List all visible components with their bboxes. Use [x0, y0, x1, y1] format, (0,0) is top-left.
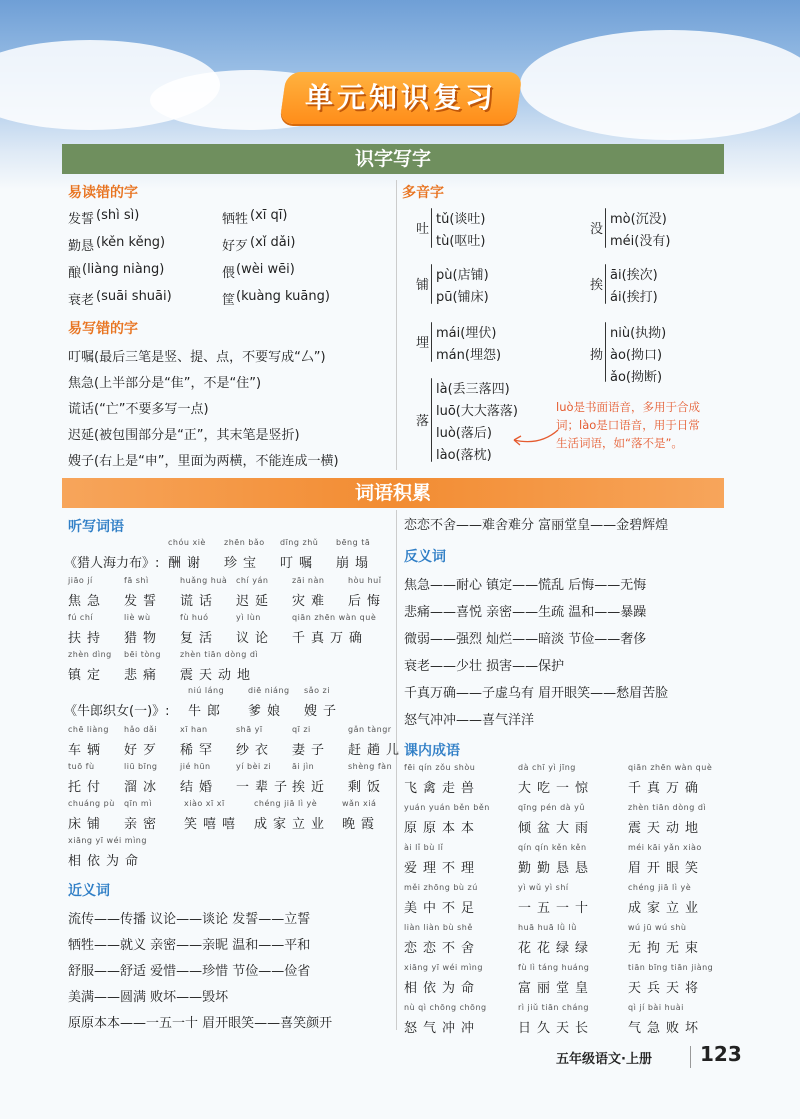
vocab-word: 亲密: [124, 817, 163, 832]
pinyin-label: hòu huǐ: [348, 576, 382, 585]
vocab-word: 焦急: [68, 594, 107, 609]
vocab-word: 谎话: [180, 594, 219, 609]
pinyin-label: wǎn xiá: [342, 799, 377, 808]
easy-read-word: 发誓: [68, 212, 95, 227]
pinyin-label: qiān zhēn wàn què: [292, 613, 377, 622]
dictation-title: 听写词语: [68, 519, 124, 535]
page-number: 123: [700, 1042, 742, 1066]
easy-read-pinyin: (xī qī): [250, 208, 288, 223]
vocab-word: 扶持: [68, 631, 107, 646]
vocab-word: 发誓: [124, 594, 163, 609]
vocab-word: 镇定: [68, 668, 107, 683]
antonym-title: 反义词: [404, 549, 446, 565]
idiom-title: 课内成语: [404, 743, 460, 759]
vocab-word: 爹娘: [248, 704, 287, 719]
vocab-word: 成家立业: [254, 817, 331, 832]
pinyin-label: bēi tòng: [124, 650, 161, 659]
idiom-word: 爱理不理: [404, 861, 481, 876]
antonym-row: 千真万确——子虚乌有 眉开眼笑——愁眉苦脸: [404, 686, 669, 701]
polyphone-reading: niù(执拗): [610, 326, 667, 341]
pinyin-label: fā shì: [124, 576, 149, 585]
easy-read-word: 衰老: [68, 293, 95, 308]
pinyin-label: diē niáng: [248, 686, 290, 695]
polyphone-char: 铺: [416, 278, 430, 293]
pinyin-label: dīng zhǔ: [280, 538, 319, 547]
polyphone-reading: mò(沉没): [610, 212, 667, 227]
vocab-word: 赶趟儿: [348, 743, 406, 758]
pinyin-label: qiān zhēn wàn què: [628, 763, 713, 772]
vocab-word: 复活: [180, 631, 219, 646]
polyphone-reading: ǎo(拗断): [610, 370, 663, 385]
brace: [431, 322, 432, 362]
vocab-word: 震天动地: [180, 668, 257, 683]
pinyin-label: bēng tā: [336, 538, 371, 547]
antonym-row: 衰老——少壮 损害——保护: [404, 659, 565, 674]
vocab-word: 床铺: [68, 817, 107, 832]
pinyin-label: chóu xiè: [168, 538, 206, 547]
brace: [431, 208, 432, 248]
pinyin-label: qī zi: [292, 725, 311, 734]
vocab-word: 灾难: [292, 594, 331, 609]
column-divider: [396, 180, 397, 470]
polyphone-reading: āi(挨次): [610, 268, 658, 283]
pinyin-label: liè wù: [124, 613, 151, 622]
easy-write-title: 易写错的字: [68, 321, 138, 337]
idiom-word: 相依为命: [404, 981, 481, 996]
brace: [605, 264, 606, 304]
pinyin-label: tuō fù: [68, 762, 95, 771]
pinyin-label: qīng pén dà yǔ: [518, 803, 585, 812]
easy-read-pinyin: (kuàng kuāng): [236, 289, 330, 304]
easy-read-pinyin: (liàng niàng): [82, 262, 165, 277]
pinyin-label: měi zhōng bù zú: [404, 883, 478, 892]
polyphone-reading: tǔ(谈吐): [436, 212, 486, 227]
pinyin-label: liū bīng: [124, 762, 158, 771]
antonym-row: 焦急——耐心 镇定——慌乱 后悔——无悔: [404, 578, 647, 593]
pinyin-label: sǎo zi: [304, 686, 330, 695]
pinyin-label: yí bèi zi: [236, 762, 272, 771]
vocab-word: 车辆: [68, 743, 107, 758]
polyphone-reading: là(丢三落四): [436, 382, 510, 397]
pinyin-label: xiāng yī wéi mìng: [404, 963, 483, 972]
idiom-word: 千真万确: [628, 781, 705, 796]
vocab-word: 相依为命: [68, 854, 145, 869]
idiom-word: 恋恋不舍: [404, 941, 481, 956]
idiom-word: 怒气冲冲: [404, 1021, 481, 1036]
idiom-word: 富丽堂皇: [518, 981, 595, 996]
vocab-word: 悲痛: [124, 668, 163, 683]
page-title: 单元知识复习: [304, 81, 497, 114]
pinyin-label: fú chí: [68, 613, 94, 622]
arrow-icon: [510, 420, 560, 450]
vocab-word: 溜冰: [124, 780, 163, 795]
pinyin-label: huā huā lǜ lǜ: [518, 923, 577, 932]
pinyin-label: qì jí bài huài: [628, 1003, 684, 1012]
book-label: 五年级语文·上册: [556, 1052, 652, 1067]
vocab-word: 挨近: [292, 780, 331, 795]
pinyin-label: jiāo jí: [68, 576, 93, 585]
easy-read-word: 勤恳: [68, 239, 95, 254]
polyphone-reading: méi(没有): [610, 234, 671, 249]
vocab-word: 剩饭: [348, 780, 387, 795]
idiom-word: 花花绿绿: [518, 941, 595, 956]
easy-read-pinyin: (suāi shuāi): [96, 289, 172, 304]
polyphone-char: 没: [590, 222, 604, 237]
polyphone-char: 落: [416, 414, 430, 429]
idiom-word: 无拘无束: [628, 941, 705, 956]
pinyin-label: zhēn bǎo: [224, 538, 265, 547]
polyphone-char: 挨: [590, 278, 604, 293]
vocab-word: 纱衣: [236, 743, 275, 758]
pinyin-label: xiāng yī wéi mìng: [68, 836, 147, 845]
idiom-word: 气急败坏: [628, 1021, 705, 1036]
easy-write-item: 嫂子(右上是“申”，里面为两横，不能连成一横): [68, 454, 339, 469]
pinyin-label: wú jū wú shù: [628, 923, 687, 932]
polyphone-reading: tù(呕吐): [436, 234, 486, 249]
pinyin-label: chéng jiā lì yè: [254, 799, 318, 808]
idiom-word: 震天动地: [628, 821, 705, 836]
pinyin-label: āi jìn: [292, 762, 315, 771]
idiom-word: 勤勤恳恳: [518, 861, 595, 876]
synonym-row: 舒服——舒适 爱惜——珍惜 节俭——俭省: [68, 964, 311, 979]
pinyin-label: qín qín kěn kěn: [518, 843, 587, 852]
lesson-title: 《猎人海力布》:: [64, 556, 160, 571]
easy-read-pinyin: (wèi wēi): [236, 262, 295, 277]
idiom-word: 天兵天将: [628, 981, 705, 996]
pinyin-label: xī han: [180, 725, 208, 734]
polyphone-reading: pù(店铺): [436, 268, 489, 283]
vocab-word: 一辈子: [236, 780, 294, 795]
pinyin-label: méi kāi yǎn xiào: [628, 843, 702, 852]
polyphone-title: 多音字: [402, 185, 444, 201]
pinyin-label: niú láng: [188, 686, 225, 695]
easy-write-item: 叮嘱(最后三笔是竖、提、点，不要写成“厶”): [68, 350, 326, 365]
pinyin-label: rì jiǔ tiān cháng: [518, 1003, 590, 1012]
idiom-word: 倾盆大雨: [518, 821, 595, 836]
easy-write-item: 迟延(被包围部分是“正”，其末笔是竖折): [68, 428, 300, 443]
idiom-word: 大吃一惊: [518, 781, 595, 796]
idiom-word: 飞禽走兽: [404, 781, 481, 796]
section-heading-literacy: 识字写字: [62, 144, 724, 174]
vocab-word: 千真万确: [292, 631, 369, 646]
pinyin-label: jié hūn: [180, 762, 211, 771]
vocab-word: 酬谢: [168, 556, 207, 571]
polyphone-reading: luō(大大落落): [436, 404, 518, 419]
vocab-word: 笑嘻嘻: [184, 817, 242, 832]
vocab-word: 后悔: [348, 594, 387, 609]
pinyin-label: chuáng pù: [68, 799, 115, 808]
lesson-title: 《牛郎织女(一)》:: [64, 704, 170, 719]
pinyin-label: fù huó: [180, 613, 209, 622]
synonym-row: 美满——圆满 败坏——毁坏: [68, 990, 229, 1005]
easy-read-word: 偎: [222, 266, 236, 281]
vocab-word: 叮嘱: [280, 556, 319, 571]
pinyin-label: chéng jiā lì yè: [628, 883, 692, 892]
vocab-word: 嫂子: [304, 704, 343, 719]
polyphone-reading: ào(拗口): [610, 348, 663, 363]
easy-read-pinyin: (shì sì): [96, 208, 140, 223]
pinyin-label: chí yán: [236, 576, 269, 585]
synonym-title: 近义词: [68, 883, 110, 899]
pinyin-label: zhèn dìng: [68, 650, 112, 659]
easy-write-item: 焦急(上半部分是“隹”，不是“住”): [68, 376, 262, 391]
polyphone-reading: luò(落后): [436, 426, 492, 441]
polyphone-char: 拗: [590, 348, 604, 363]
pinyin-label: zāi nàn: [292, 576, 325, 585]
pinyin-label: fù lì táng huáng: [518, 963, 590, 972]
pinyin-label: nù qì chōng chōng: [404, 1003, 487, 1012]
antonym-row: 微弱——强烈 灿烂——暗淡 节俭——奢侈: [404, 632, 647, 647]
polyphone-char: 吐: [416, 222, 430, 237]
easy-read-pinyin: (xǐ dǎi): [250, 235, 296, 250]
pinyin-label: qīn mì: [124, 799, 152, 808]
polyphone-reading: mái(埋伏): [436, 326, 497, 341]
vocab-word: 珍宝: [224, 556, 263, 571]
idiom-word: 眉开眼笑: [628, 861, 705, 876]
section-heading-vocabulary: 词语积累: [62, 478, 724, 508]
brace: [431, 264, 432, 304]
pinyin-label: chē liàng: [68, 725, 109, 734]
vocab-word: 晚霞: [342, 817, 381, 832]
idiom-word: 成家立业: [628, 901, 705, 916]
easy-read-word: 筐: [222, 293, 236, 308]
idiom-word: 原原本本: [404, 821, 481, 836]
polyphone-char: 埋: [416, 336, 430, 351]
pinyin-label: liàn liàn bù shě: [404, 923, 473, 932]
pinyin-label: hǎo dǎi: [124, 725, 158, 734]
vocab-word: 好歹: [124, 743, 163, 758]
synonym-row: 流传——传播 议论——谈论 发誓——立誓: [68, 912, 311, 927]
polyphone-reading: ái(挨打): [610, 290, 658, 305]
pinyin-label: yuán yuán běn běn: [404, 803, 490, 812]
pinyin-label: zhèn tiān dòng dì: [180, 650, 259, 659]
vocab-word: 猎物: [124, 631, 163, 646]
vocab-word: 结婚: [180, 780, 219, 795]
pinyin-label: tiān bīng tiān jiàng: [628, 963, 714, 972]
pinyin-label: yì wǔ yì shí: [518, 883, 569, 892]
vocab-word: 迟延: [236, 594, 275, 609]
vocab-word: 妻子: [292, 743, 331, 758]
synonym-row: 原原本本——一五一十 眉开眼笑——喜笑颜开: [68, 1016, 333, 1031]
pinyin-label: yì lùn: [236, 613, 261, 622]
vocab-word: 议论: [236, 631, 275, 646]
polyphone-reading: mán(埋怨): [436, 348, 502, 363]
idiom-word: 日久天长: [518, 1021, 595, 1036]
antonym-row: 悲痛——喜悦 亲密——生疏 温和——暴躁: [404, 605, 647, 620]
column-divider: [396, 510, 397, 1030]
pinyin-label: shā yī: [236, 725, 263, 734]
antonym-row: 怒气冲冲——喜气洋洋: [404, 713, 535, 728]
vocab-word: 牛郎: [188, 704, 227, 719]
easy-read-title: 易读错的字: [68, 185, 138, 201]
vocab-word: 托付: [68, 780, 107, 795]
synonym-row: 牺牲——就义 亲密——亲昵 温和——平和: [68, 938, 311, 953]
easy-read-word: 酿: [68, 266, 82, 281]
easy-read-word: 好歹: [222, 239, 249, 254]
polyphone-reading: pū(铺床): [436, 290, 489, 305]
easy-write-item: 谎话(“亡”不要多写一点): [68, 402, 209, 417]
brace: [431, 378, 432, 462]
pinyin-label: ài lǐ bù lǐ: [404, 843, 444, 852]
brace: [605, 322, 606, 382]
footer-divider: [690, 1046, 691, 1068]
idiom-word: 美中不足: [404, 901, 481, 916]
pinyin-label: dà chī yì jīng: [518, 763, 576, 772]
pinyin-label: gǎn tàngr: [348, 725, 392, 734]
vocab-word: 稀罕: [180, 743, 219, 758]
pinyin-label: zhèn tiān dòng dì: [628, 803, 707, 812]
brace: [605, 208, 606, 248]
synonym-row: 恋恋不舍——难舍难分 富丽堂皇——金碧辉煌: [404, 518, 669, 533]
pinyin-label: fēi qín zǒu shòu: [404, 763, 476, 772]
idiom-word: 一五一十: [518, 901, 595, 916]
pinyin-label: xiào xī xī: [184, 799, 225, 808]
polyphone-reading: lào(落枕): [436, 448, 492, 463]
pinyin-label: huǎng huà: [180, 576, 228, 585]
easy-read-pinyin: (kěn kěng): [96, 235, 166, 250]
pinyin-label: shèng fàn: [348, 762, 393, 771]
handwritten-note: luò是书面语音，多用于合成词；lào是口语音，用于日常生活词语，如“落不是”。: [556, 400, 701, 450]
easy-read-word: 牺牲: [222, 212, 249, 227]
vocab-word: 崩塌: [336, 556, 375, 571]
cloud-decoration: [520, 30, 800, 140]
